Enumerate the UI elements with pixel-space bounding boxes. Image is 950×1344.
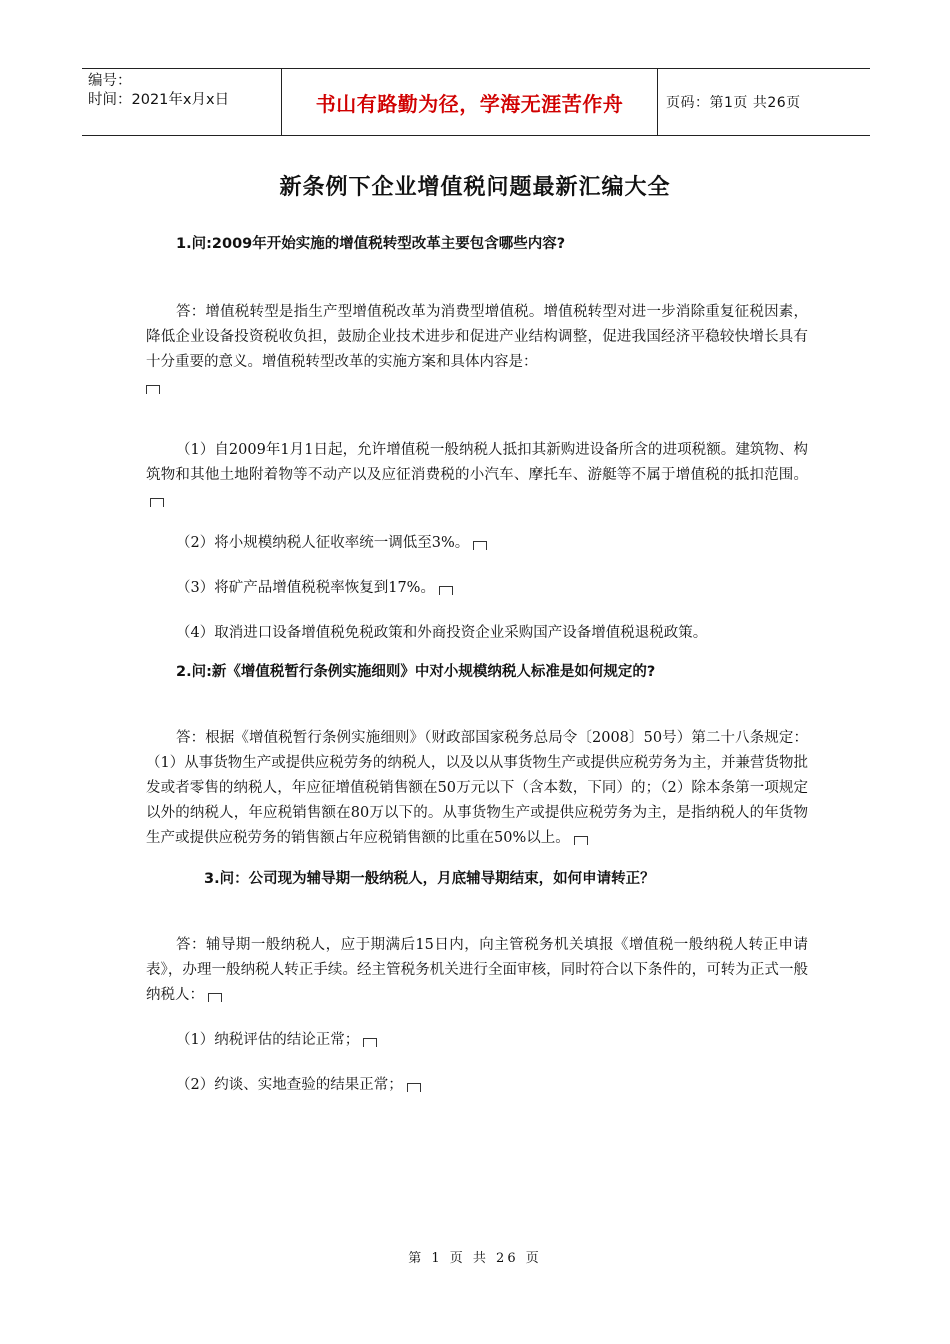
question-3: 3.问：公司现为辅导期一般纳税人，月底辅导期结束，如何申请转正？ xyxy=(204,871,655,887)
answer-1-item-1: （1）自2009年1月1日起，允许增值税一般纳税人抵扣其新购进设备所含的进项税额。建筑物、构筑物和其他土地附着物等不动产以及应征消费税的小汽车、摩托车、游艇等不属于增值税的抵扣范围。 xyxy=(146,438,808,513)
paragraph-mark-icon xyxy=(150,498,164,507)
answer-1-item-3: （3）将矿产品增值税税率恢复到17%。 xyxy=(146,576,808,601)
header-motto: 书山有路勤为径，学海无涯苦作舟 xyxy=(282,69,658,135)
answer-1-item-4: （4）取消进口设备增值税免税政策和外商投资企业采购国产设备增值税退税政策。 xyxy=(176,625,708,641)
document-title: 新条例下企业增值税问题最新汇编大全 xyxy=(279,175,671,200)
answer-3-item-2: （2）约谈、实地查验的结果正常； xyxy=(146,1073,808,1098)
question-2: 2.问:新《增值税暂行条例实施细则》中对小规模纳税人标准是如何规定的? xyxy=(176,664,656,680)
paragraph-mark-icon xyxy=(574,836,588,845)
question-1: 1.问:2009年开始实施的增值税转型改革主要包含哪些内容? xyxy=(176,236,566,252)
paragraph-mark xyxy=(146,375,808,400)
paragraph-mark-icon xyxy=(146,385,160,394)
paragraph-mark-icon xyxy=(407,1083,421,1092)
paragraph-mark-icon xyxy=(208,993,222,1002)
header-page-info: 页码：第1页 共26页 xyxy=(666,95,801,111)
header-table xyxy=(82,68,870,136)
document-number-label: 编号： xyxy=(88,73,132,89)
answer-1-item-2: （2）将小规模纳税人征收率统一调低至3%。 xyxy=(146,531,808,556)
answer-1: 答：增值税转型是指生产型增值税改革为消费型增值税。增值税转型对进一步消除重复征税因素，降低企业设备投资税收负担，鼓励企业技术进步和促进产业结构调整，促进我国经济平稳较快增长具有十分重要的意义。增值税转型改革的实施方案和具体内容是： xyxy=(146,304,808,370)
page-footer: 第 1 页 共 26 页 xyxy=(408,1251,542,1266)
header-meta xyxy=(82,69,282,135)
answer-3-item-1: （1）纳税评估的结论正常； xyxy=(146,1028,808,1053)
paragraph-mark-icon xyxy=(473,541,487,550)
paragraph-mark-icon xyxy=(439,586,453,595)
answer-3: 答：辅导期一般纳税人，应于期满后15日内，向主管税务机关填报《增值税一般纳税人转正申请表》，办理一般纳税人转正手续。经主管税务机关进行全面审核，同时符合以下条件的，可转为正式一般纳税人： xyxy=(146,937,808,1003)
document-time-label: 时间：2021年x月x日 xyxy=(88,92,230,108)
paragraph-mark-icon xyxy=(363,1038,377,1047)
document-body xyxy=(146,232,808,1098)
answer-2: 答：根据《增值税暂行条例实施细则》（财政部国家税务总局令〔2008〕50号）第二十八条规定：（1）从事货物生产或提供应税劳务的纳税人，以及以从事货物生产或提供应税劳务为主，并兼营货物批发或者零售的纳税人，年应征增值税销售额在50万元以下（含本数，下同）的；（2）除本条第一项规定以外的纳税人，年应税销售额在80万以下的。从事货物生产或提供应税劳务为主，是指纳税人的年货物生产或提供应税劳务的销售额占年应税销售额的比重在50%以上。 xyxy=(146,730,808,846)
